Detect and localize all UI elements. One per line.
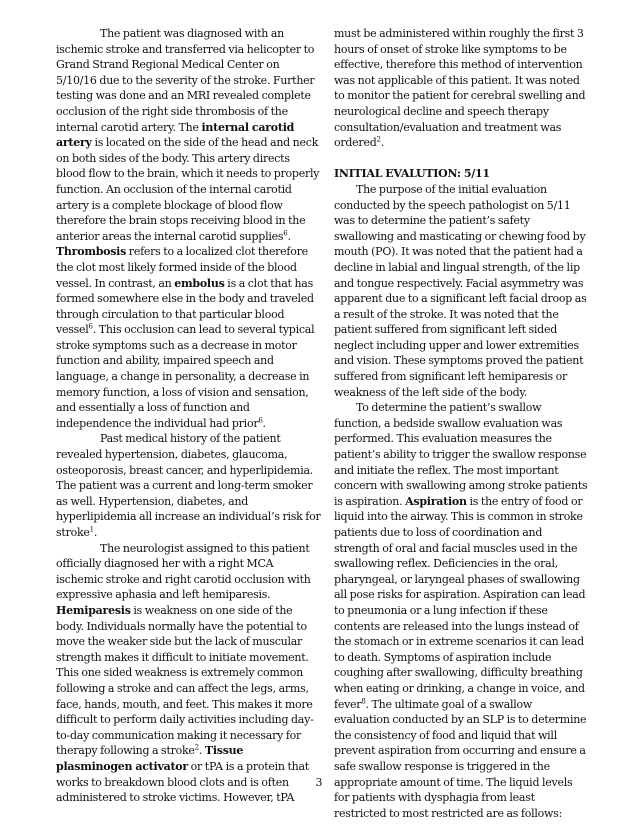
term-aspiration: Aspiration [405, 494, 467, 508]
citation: 6 [88, 322, 93, 331]
paragraph-diagnosis: The patient was diagnosed with an ischemic stroke and transferred via helicopter to Grand Strand Regional Medical Center on 5/10/16 due to the severity of the stroke. Further testing was done and an MRI revealed complete occlusion of the right side thrombosis of the internal carotid artery. The internal carotid artery is located on the side of the head and neck on both sides of the body. This artery directs blood flow to the brain, which it needs to properly function. An occlusion of the internal carotid artery is a complete blockage of blood flow therefore the brain stops receiving blood in the anterior areas the internal carotid supplies$^6$. Thrombosis refers to a localized clot therefore the clot most likely formed inside of the blood vessel. In contrast, an embolus is a clot that has formed somewhere else in the body and traveled through circulation to that particular blood vessel$^6$. This occlusion can lead to several typical stroke symptoms such as a decrease in motor function and ability, impaired speech and language, a change in personality, a decrease in memory function, a loss of vision and sensation, and essentially a loss of function and independence the individual had prior$^6$. [56, 27, 320, 430]
citation: 2 [194, 743, 199, 752]
citation: 8 [361, 696, 366, 705]
paragraph-medical-history: Past medical history of the patient revealed hypertension, diabetes, glaucoma, osteoporosis, breast cancer, and hyperlipidemia. The patient was a current and long-term smoker as well. Hypertension, diabetes, and hyperlipidemia all increase an individual’s risk for stroke$^1$. [56, 432, 321, 539]
term-embolus: embolus [174, 276, 225, 290]
paragraph-swallow-evaluation: To determine the patient’s swallow function, a bedside swallow evaluation was performed. This evaluation measures the patient’s ability to trigger the swallow response and initiate the reflex. The most important concern with swallowing among stroke patients is aspiration. Aspiration is the entry of food or liquid into the airway. This is common in stroke patients due to loss of coordination and strength of oral and facial muscles used in the swallowing reflex. Deficiencies in the oral, pharyngeal, or laryngeal phases of swallowing all pose risks for aspiration. Aspiration can lead to pneumonia or a lung infection if these contents are released into the lungs instead of the stomach or in extreme scenarios it can lead to death. Symptoms of aspiration include coughing after swallowing, difficulty breathing when eating or drinking, a change in voice, and fever$^8$. The ultimate goal of a swallow evaluation conducted by an SLP is to determine the consistency of food and liquid that will prevent aspiration from occurring and ensure a safe swallow response is triggered in the appropriate amount of time. The liquid levels for patients with dysphagia from least restricted to most restricted are as follows: [334, 401, 588, 820]
page-number: 3 [315, 776, 323, 789]
citation: 6 [258, 416, 263, 425]
term-hemiparesis: Hemiparesis [56, 603, 131, 617]
citation: 1 [89, 525, 94, 534]
paragraph-initial-evaluation: The purpose of the initial evaluation conducted by the speech pathologist on 5/11 was to determine the patient’s safety swallowing and masticating or chewing food by mouth (PO). It was noted that the patient had a decline in labial and lingual strength, of the lip and tongue respectively. Facial asymmetry was apparent due to a significant left facial droop as a result of the stroke. It was noted that the patient suffered from significant left sided neglect including upper and lower extremities and vision. These symptoms proved the patient suffered from significant left hemiparesis or weakness of the left side of the body. [334, 182, 587, 399]
term-internal-carotid-artery: internal carotid artery [56, 120, 295, 150]
paragraph-neurologist: The neurologist assigned to this patient officially diagnosed her with a right MCA ischemic stroke and right carotid occlusion with expressive aphasia and left hemiparesis. Hemiparesis is weakness on one side of the body. Individuals normally have the potential to move the weaker side but the lack of muscular strength makes it difficult to initiate movement. This one sided weakness is extremely common following a stroke and can affect the legs, arms, face, hands, mouth, and feet. This makes it more difficult to perform daily activities including day-to-day communication making it necessary for therapy following a stroke$^2$. Tissue plasminogen activator or tPA is a protein that works to breakdown blood clots and is often administered to stroke victims. However, tPA [56, 541, 314, 805]
section-heading: INITIAL EVALUTION: 5/11 [334, 167, 490, 181]
paragraph-tpa-continued: must be administered within roughly the first 3 hours of onset of stroke like symptoms to be effective, therefore this method of intervention was not applicable of this patient. It was noted to monitor the patient for cerebral swelling and neurological decline and speech therapy consultation/evaluation and treatment was ordered$^2$. [334, 27, 586, 150]
right-column [334, 26, 589, 821]
citation: 6 [283, 229, 288, 238]
term-tissue-plasminogen-activator: Tissue plasminogen activator [56, 744, 244, 773]
citation: 2 [376, 135, 381, 144]
term-thrombosis: Thrombosis [56, 245, 127, 259]
left-column [56, 26, 321, 806]
